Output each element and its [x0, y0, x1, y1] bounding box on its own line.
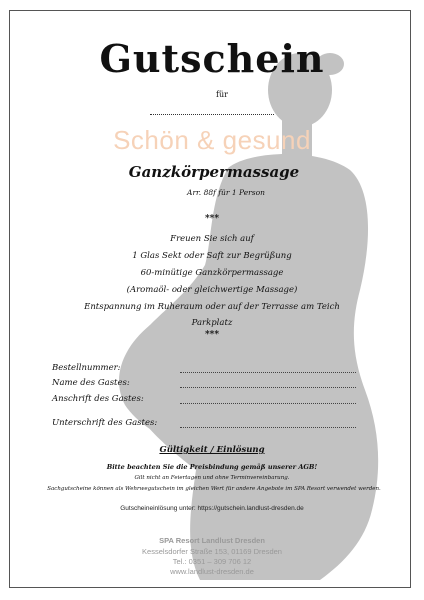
- service-title: Ganzkörpermassage: [128, 163, 300, 181]
- inclusion-item: 60-minütige Ganzkörpermassage: [140, 268, 284, 278]
- footer-phone: Tel.: 0351 – 309 706 12: [172, 557, 252, 566]
- for-label: für: [216, 90, 228, 99]
- validity-line: Bitte beachten Sie die Preisbindung gemäß unserer AGB!: [106, 463, 318, 471]
- inclusion-item: Freuen Sie sich auf: [170, 234, 254, 244]
- separator-stars-bottom: ***: [204, 330, 220, 340]
- voucher-title: Gutschein: [99, 36, 325, 81]
- guest-address-field[interactable]: [180, 403, 356, 404]
- footer-company: SPA Resort Landlust Dresden: [159, 536, 265, 545]
- guest-name-field[interactable]: [180, 387, 356, 388]
- separator-stars-top: ***: [204, 214, 220, 224]
- article-number: Arr. 88f für 1 Person: [187, 188, 265, 197]
- inclusion-item: (Aromaöl- oder gleichwertige Massage): [126, 285, 298, 295]
- validity-line: Sachgutscheine können als Wehrwegutschein im gleichen Wert für andere Angebote im SPA Resort verwendet werden.: [47, 486, 381, 492]
- inclusion-item: Parkplatz: [191, 318, 233, 328]
- guest-signature-label: Unterschrift des Gastes:: [52, 418, 158, 428]
- order-number-field[interactable]: [180, 372, 356, 373]
- guest-signature-field[interactable]: [180, 427, 356, 428]
- footer-website-link[interactable]: www.landlust-dresden.de: [170, 567, 254, 576]
- validity-heading: Gültigkeit / Einlösung: [159, 445, 265, 455]
- inclusion-item: 1 Glas Sekt oder Saft zur Begrüßung: [132, 251, 292, 261]
- guest-address-label: Anschrift des Gastes:: [52, 394, 144, 404]
- footer-address: Kesselsdorfer Straße 153, 01169 Dresden: [142, 547, 282, 556]
- order-number-label: Bestellnummer:: [52, 363, 121, 373]
- online-redemption-link[interactable]: Gutscheineinlösung unter: https://gutschein.landlust-dresden.de: [120, 505, 304, 512]
- guest-name-label: Name des Gastes:: [52, 378, 130, 388]
- recipient-dotted-line: [150, 114, 274, 115]
- inclusion-item: Entspannung im Ruheraum oder auf der Terrasse am Teich: [84, 302, 340, 312]
- brand-name: Schön & gesund: [113, 125, 311, 155]
- validity-line: Gilt nicht an Feiertagen und ohne Terminvereinbarung.: [134, 475, 290, 481]
